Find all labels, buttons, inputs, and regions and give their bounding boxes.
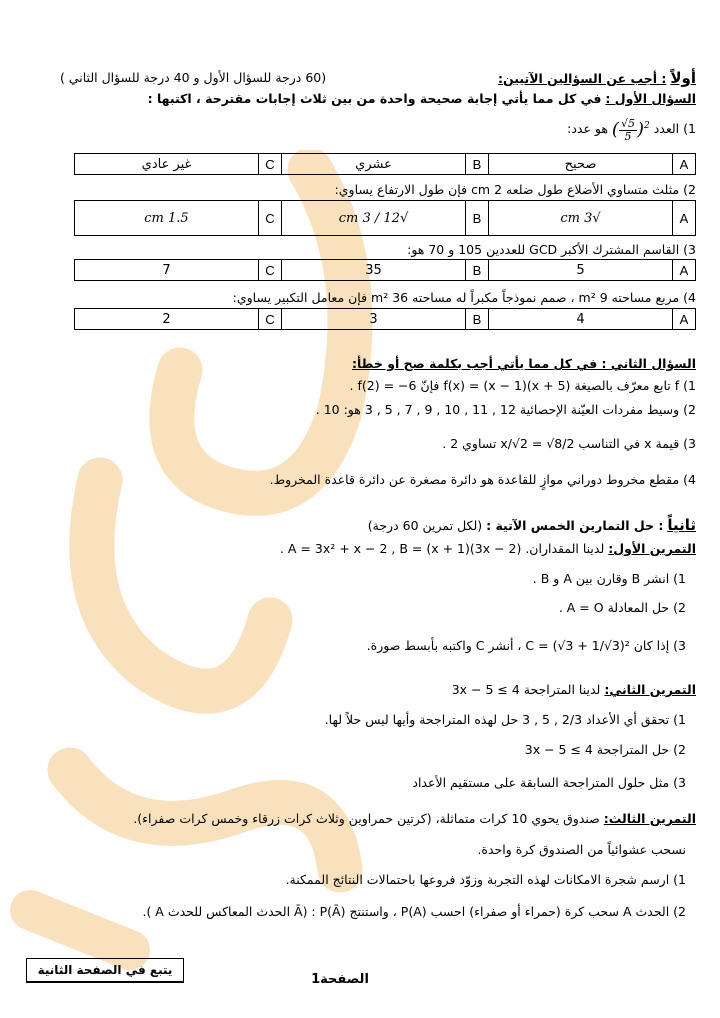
- item-number: 1): [683, 378, 696, 393]
- ex3-item-2: [20, 904, 696, 920]
- ex2-item-1: [20, 712, 696, 728]
- item-text: حل المتراجحة 3x − 5 ≤ 4: [524, 742, 670, 757]
- page-number: الصفحة1: [311, 972, 369, 987]
- q2-item-1: [20, 378, 696, 394]
- q1-options-4: [74, 308, 696, 330]
- q1-item-2: [20, 182, 696, 198]
- q2-item-4: [20, 472, 696, 488]
- q1-item-4: [20, 290, 696, 306]
- item-number: 3): [673, 638, 686, 653]
- item-number: 2): [673, 600, 686, 615]
- option-letter: B: [466, 154, 489, 175]
- item-text: مقطع مخروط دوراني موازٍ للقاعدة هو دائرة مصغرة عن دائرة قاعدة المخروط.: [269, 472, 680, 487]
- option-letter: A: [673, 154, 696, 175]
- option-value[interactable]: 7: [75, 260, 259, 281]
- item-number: 1): [673, 872, 686, 887]
- part2-marks: (لكل تمرين 60 درجة): [367, 518, 483, 533]
- option-value[interactable]: 3: [282, 309, 466, 330]
- option-letter: C: [259, 154, 282, 175]
- ex1-intro: لدينا المقداران. A = 3x² + x − 2 , B = (x + 1)(3x − 2) .: [279, 541, 605, 556]
- section1-header: [20, 70, 696, 87]
- ex1-item-3: [20, 638, 696, 654]
- q1-options-3: [74, 259, 696, 281]
- item-number: 2): [673, 742, 686, 757]
- option-value[interactable]: 5: [489, 260, 673, 281]
- section1-marks: (60 درجة للسؤال الأول و 40 درجة للسؤال الثاني ): [60, 70, 327, 85]
- ex2-intro-line: [20, 682, 696, 698]
- frac-den: 5: [624, 129, 632, 143]
- ex2-intro: لدينا المتراجحة 3x − 5 ≤ 4: [451, 682, 601, 697]
- item-number: 4): [683, 290, 696, 305]
- option-letter: A: [673, 309, 696, 330]
- item-text: إذا كان C = (√3 + 1/√3)² ، أنشر C واكتبه بأبسط صورة.: [366, 638, 670, 653]
- item-number: 4): [683, 472, 696, 487]
- option-value[interactable]: √3 cm: [489, 201, 673, 236]
- option-value[interactable]: 35: [282, 260, 466, 281]
- sqrt5-over-5-expr: ( $\frac{√5}{5}$ )$^2$: [611, 116, 650, 143]
- item-number: 1): [683, 120, 696, 136]
- item-number: 3): [683, 436, 696, 451]
- item-text: تحقق أي الأعداد 2/3 , 5 , 3 حل لهذه المتراجحة وأيها ليس حلاً لها.: [324, 712, 670, 727]
- part2-header: [20, 517, 696, 534]
- q1-title: السؤال الأول :: [605, 91, 696, 106]
- ex2-item-3: [20, 775, 696, 791]
- item-number: 2): [683, 402, 696, 417]
- item-number: 3): [673, 775, 686, 790]
- q1-header: [20, 91, 696, 107]
- option-letter: A: [673, 201, 696, 236]
- item-text: مثلث متساوي الأضلاع طول ضلعه 2 cm فإن طول الارتفاع يساوي:: [334, 182, 680, 197]
- option-letter: A: [673, 260, 696, 281]
- q1-options-2: [74, 200, 696, 236]
- item-number: 1): [673, 571, 686, 586]
- item-number: 1): [673, 712, 686, 727]
- continue-next-page-box: يتبع في الصفحة الثانية: [26, 958, 184, 983]
- ex1-item-2: [20, 600, 696, 616]
- part2-title: : حل التمارين الخمس الآتية :: [486, 518, 664, 533]
- item-text: مثل حلول المتراجحة السابقة على مستقيم الأعداد: [412, 775, 670, 790]
- ex1-item-1: [20, 571, 696, 587]
- q2-item-2: [20, 402, 696, 418]
- item-text: حل المعادلة A = O .: [558, 600, 670, 615]
- ex2-item-2: [20, 742, 696, 758]
- section1-title: : أجب عن السؤالين الآتيين:: [498, 71, 667, 86]
- item-number: 2): [673, 904, 686, 919]
- ex1-intro-line: [20, 541, 696, 557]
- option-value[interactable]: 2: [75, 309, 259, 330]
- option-value[interactable]: 4: [489, 309, 673, 330]
- option-value[interactable]: صحيح: [489, 154, 673, 175]
- item-text: مربع مساحته 9 m² ، صمم نموذجاً مكبراً له مساحته 36 m² فإن معامل التكبير يساوي:: [232, 290, 680, 305]
- item-text: انشر B وقارن بين A و B .: [532, 571, 670, 586]
- q1-item-3: [20, 242, 696, 258]
- option-value[interactable]: غير عادي: [75, 154, 259, 175]
- option-letter: C: [259, 309, 282, 330]
- option-letter: B: [466, 201, 489, 236]
- ex3-item-1: [20, 872, 696, 888]
- option-letter: C: [259, 260, 282, 281]
- item-number: 2): [683, 182, 696, 197]
- option-letter: B: [466, 309, 489, 330]
- ex3-intro-line: [20, 811, 696, 827]
- frac-num: √5: [620, 116, 635, 130]
- item-text: وسيط مفردات العيّنة الإحصائية 12 , 11 , 10 , 9 , 7 , 5 , 3 هو: 10 .: [315, 402, 680, 417]
- ex3-intro2: نسحب عشوائياً من الصندوق كرة واحدة.: [477, 842, 686, 857]
- option-value[interactable]: عشري: [282, 154, 466, 175]
- item-text: العدد: [653, 120, 680, 136]
- item-text: الحدث A سحب كرة (حمراء أو صفراء) احسب P(A) ، واستنتج P(Ā) : (Ā الحدث المعاكس للحدث A ).: [142, 904, 670, 919]
- ex1-title: التمرين الأول:: [608, 541, 696, 556]
- option-value[interactable]: √12 / 3 cm: [282, 201, 466, 236]
- item-text: f تابع معرّف بالصيغة f(x) = (x − 1)(x + 5) فإنّ f(2) = −6 .: [349, 378, 680, 393]
- q1-options-1: [74, 153, 696, 175]
- item-text: القاسم المشترك الأكبر GCD للعددين 105 و 70 هو:: [407, 242, 680, 257]
- item-text: قيمة x في التناسب x/√2 = √8/2 تساوي 2 .: [442, 436, 680, 451]
- item-number: 3): [683, 242, 696, 257]
- q2-item-3: [20, 436, 696, 452]
- option-letter: B: [466, 260, 489, 281]
- part2-label: ثانياً: [667, 516, 696, 534]
- option-letter: C: [259, 201, 282, 236]
- item-text: ارسم شجرة الامكانات لهذه التجربة وزوّد فروعها باحتمالات النتائج الممكنة.: [285, 872, 670, 887]
- q2-title: السؤال الثاني : في كل مما يأتي أجب بكلمة صح أو خطأ:: [351, 356, 696, 371]
- ex3-title: التمرين الثالث:: [603, 811, 696, 826]
- q1-instruction: في كل مما يأتي إجابة صحيحة واحدة من بين ثلاث إجابات مقترحة ، اكتبها :: [147, 91, 602, 106]
- section1-label: أولاً: [670, 69, 696, 87]
- power: 2: [644, 121, 650, 131]
- item-text-after: هو عدد:: [567, 120, 608, 136]
- q1-item-1: [20, 116, 696, 150]
- ex2-title: التمرين الثاني:: [604, 682, 696, 697]
- option-value[interactable]: 1.5 cm: [75, 201, 259, 236]
- ex3-intro: صندوق يحوي 10 كرات متماثلة، (كرتين حمراوين وثلاث كرات زرقاء وخمس كرات صفراء).: [133, 811, 600, 826]
